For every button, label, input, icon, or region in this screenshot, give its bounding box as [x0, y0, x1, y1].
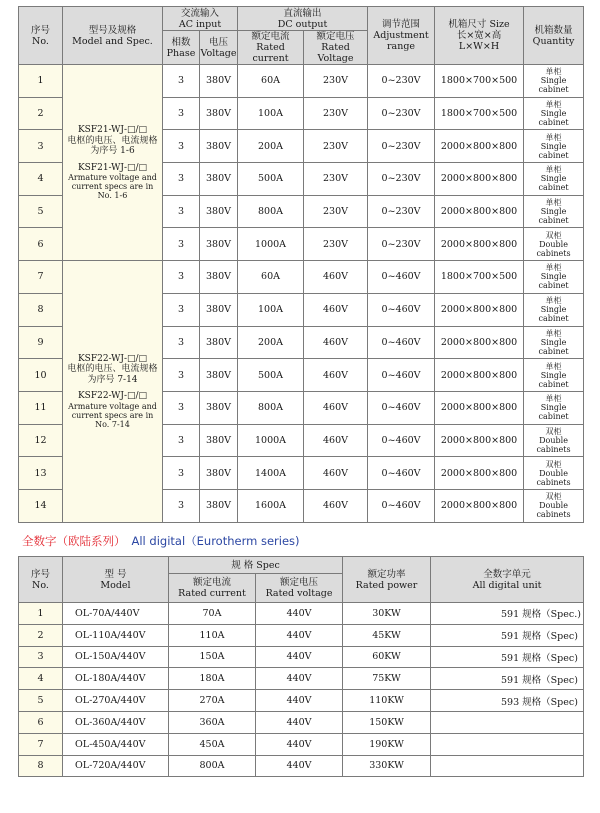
cell-phase: 3: [163, 457, 200, 490]
qty-en: Single: [540, 76, 567, 86]
row-no: 3: [19, 646, 63, 668]
cell-current: 800A: [169, 755, 256, 777]
model-code: KSF22-WJ-□/□: [77, 391, 148, 402]
cell-voltage: 380V: [200, 65, 238, 98]
qty-en: Single: [540, 305, 567, 315]
qty-zh: 双柜: [545, 459, 562, 469]
cell-model: OL-450A/440V: [63, 733, 169, 755]
cell-power: 110KW: [343, 690, 431, 712]
cell-voltage: 380V: [200, 424, 238, 457]
cell-model: OL-70A/440V: [63, 603, 169, 625]
cell-unit: 591 规格（Spec): [431, 624, 584, 646]
cell-dcv: 460V: [304, 489, 368, 522]
cell-voltage: 380V: [200, 359, 238, 392]
cell-voltage: 380V: [200, 163, 238, 196]
header2-current: 额定电流 Rated current: [169, 574, 256, 603]
qty-zh: 单柜: [545, 100, 562, 110]
qty-en: Single: [540, 141, 567, 151]
qty-en2: cabinet: [538, 281, 569, 291]
cell-current: 800A: [238, 391, 304, 424]
cell-phase: 3: [163, 130, 200, 163]
cell-voltage: 440V: [256, 624, 343, 646]
cell-current: 1000A: [238, 424, 304, 457]
cell-phase: 3: [163, 293, 200, 326]
cell-phase: 3: [163, 326, 200, 359]
qty-zh: 单柜: [545, 394, 562, 404]
header2-no: 序号 No.: [19, 557, 63, 603]
cell-voltage: 380V: [200, 489, 238, 522]
cell-quantity: [524, 195, 584, 228]
table-row: [19, 261, 584, 294]
qty-en2: cabinet: [538, 183, 569, 193]
cell-voltage: 440V: [256, 690, 343, 712]
cell-phase: 3: [163, 489, 200, 522]
cell-quantity: [524, 359, 584, 392]
qty-en2: cabinet: [538, 314, 569, 324]
row-no: 8: [19, 293, 63, 326]
cell-voltage: 380V: [200, 130, 238, 163]
header-rated-current: 额定电流 Rated current: [238, 31, 304, 65]
cell-voltage: 380V: [200, 457, 238, 490]
section-title-zh: 全数字（欧陆系列）: [22, 534, 126, 548]
cell-size: 2000×800×800: [435, 391, 524, 424]
row-no: 9: [19, 326, 63, 359]
cell-quantity: [524, 130, 584, 163]
cell-current: 500A: [238, 359, 304, 392]
qty-zh: 单柜: [545, 132, 562, 142]
cell-quantity: [524, 391, 584, 424]
qty-en: Double: [539, 239, 568, 249]
cell-current: 200A: [238, 326, 304, 359]
cell-range: 0~230V: [368, 163, 435, 196]
table-row: [19, 668, 584, 690]
cell-range: 0~230V: [368, 130, 435, 163]
cell-phase: 3: [163, 424, 200, 457]
table-row: [19, 711, 584, 733]
cell-model: OL-150A/440V: [63, 646, 169, 668]
cell-quantity: [524, 326, 584, 359]
table-row: [19, 733, 584, 755]
qty-en: Double: [539, 468, 568, 478]
qty-zh: 双柜: [545, 230, 562, 240]
cell-unit: [431, 755, 584, 777]
qty-zh: 单柜: [545, 263, 562, 273]
qty-en2: cabinet: [538, 346, 569, 356]
cell-size: 2000×800×800: [435, 195, 524, 228]
cell-phase: 3: [163, 261, 200, 294]
cell-dcv: 230V: [304, 97, 368, 130]
qty-en2: cabinet: [538, 412, 569, 422]
cell-phase: 3: [163, 195, 200, 228]
row-no: 6: [19, 711, 63, 733]
qty-en2: cabinet: [538, 379, 569, 389]
cell-current: 100A: [238, 97, 304, 130]
row-no: 3: [19, 130, 63, 163]
cell-power: 330KW: [343, 755, 431, 777]
cell-voltage: 380V: [200, 326, 238, 359]
cell-current: 60A: [238, 261, 304, 294]
table-row: [19, 690, 584, 712]
cell-size: 2000×800×800: [435, 228, 524, 261]
model-code: KSF22-WJ-□/□: [77, 353, 148, 364]
cell-range: 0~460V: [368, 489, 435, 522]
qty-en: Double: [539, 501, 568, 511]
row-no: 1: [19, 603, 63, 625]
cell-power: 30KW: [343, 603, 431, 625]
cell-voltage: 380V: [200, 97, 238, 130]
model-desc-zh: 电枢的电压、电流规格为序号 1-6: [67, 135, 158, 157]
cell-size: 2000×800×800: [435, 293, 524, 326]
cell-quantity: [524, 424, 584, 457]
qty-en2: cabinet: [538, 85, 569, 95]
qty-en2: cabinets: [536, 444, 571, 454]
cell-range: 0~460V: [368, 261, 435, 294]
cell-range: 0~230V: [368, 228, 435, 261]
qty-en: Single: [540, 109, 567, 119]
cell-dcv: 460V: [304, 391, 368, 424]
cell-voltage: 380V: [200, 228, 238, 261]
row-no: 11: [19, 391, 63, 424]
cell-current: 180A: [169, 668, 256, 690]
cell-voltage: 380V: [200, 195, 238, 228]
cell-phase: 3: [163, 359, 200, 392]
qty-en: Double: [539, 435, 568, 445]
table-row: [19, 646, 584, 668]
cell-range: 0~460V: [368, 326, 435, 359]
header-ac-input: 交流输入 AC input: [163, 7, 238, 31]
cell-size: 2000×800×800: [435, 489, 524, 522]
row-no: 4: [19, 163, 63, 196]
header-model: 型号及规格 Model and Spec.: [63, 7, 163, 65]
cell-range: 0~230V: [368, 97, 435, 130]
cell-unit: 591 规格（Spec): [431, 668, 584, 690]
cell-current: 360A: [169, 711, 256, 733]
row-no: 13: [19, 457, 63, 490]
cell-size: 2000×800×800: [435, 359, 524, 392]
qty-zh: 双柜: [545, 426, 562, 436]
model-spec-group: [63, 261, 163, 523]
cell-size: 2000×800×800: [435, 457, 524, 490]
qty-zh: 单柜: [545, 296, 562, 306]
cell-dcv: 230V: [304, 130, 368, 163]
qty-zh: 单柜: [545, 67, 562, 77]
qty-zh: 单柜: [545, 198, 562, 208]
header2-power: 额定功率 Rated power: [343, 557, 431, 603]
cell-model: OL-110A/440V: [63, 624, 169, 646]
header-quantity: 机箱数量 Quantity: [524, 7, 584, 65]
cell-current: 450A: [169, 733, 256, 755]
cell-dcv: 230V: [304, 163, 368, 196]
qty-zh: 单柜: [545, 328, 562, 338]
section-title-en: All digital（Eurotherm series): [131, 534, 300, 548]
cell-range: 0~230V: [368, 195, 435, 228]
qty-zh: 单柜: [545, 165, 562, 175]
spec-table-analog: [18, 6, 584, 523]
cell-voltage: 380V: [200, 391, 238, 424]
row-no: 7: [19, 261, 63, 294]
cell-current: 150A: [169, 646, 256, 668]
cell-quantity: [524, 457, 584, 490]
cell-size: 2000×800×800: [435, 163, 524, 196]
header-voltage: 电压 Voltage: [200, 31, 238, 65]
header-phase: 相数 Phase: [163, 31, 200, 65]
cell-voltage: 380V: [200, 293, 238, 326]
row-no: 2: [19, 97, 63, 130]
cell-current: 70A: [169, 603, 256, 625]
cell-phase: 3: [163, 163, 200, 196]
model-code: KSF21-WJ-□/□: [77, 125, 148, 136]
qty-en: Single: [540, 403, 567, 413]
header2-spec: 规 格 Spec: [169, 557, 343, 574]
cell-current: 200A: [238, 130, 304, 163]
cell-model: OL-720A/440V: [63, 755, 169, 777]
header2-model: 型 号 Model: [63, 557, 169, 603]
qty-en: Single: [540, 174, 567, 184]
cell-voltage: 440V: [256, 711, 343, 733]
cell-current: 1600A: [238, 489, 304, 522]
cell-voltage: 440V: [256, 668, 343, 690]
cell-current: 800A: [238, 195, 304, 228]
cell-model: OL-270A/440V: [63, 690, 169, 712]
cell-current: 100A: [238, 293, 304, 326]
cell-quantity: [524, 261, 584, 294]
qty-en: Single: [540, 337, 567, 347]
row-no: 10: [19, 359, 63, 392]
qty-zh: 双柜: [545, 492, 562, 502]
cell-dcv: 460V: [304, 424, 368, 457]
row-no: 2: [19, 624, 63, 646]
cell-phase: 3: [163, 97, 200, 130]
cell-size: 2000×800×800: [435, 424, 524, 457]
table-row: [19, 603, 584, 625]
spec-table-digital: [18, 556, 584, 777]
header-size: 机箱尺寸 Size 长×宽×高 L×W×H: [435, 7, 524, 65]
cell-current: 500A: [238, 163, 304, 196]
qty-en2: cabinets: [536, 248, 571, 258]
cell-phase: 3: [163, 65, 200, 98]
section-title: [22, 533, 300, 549]
cell-range: 0~460V: [368, 293, 435, 326]
cell-range: 0~460V: [368, 391, 435, 424]
cell-unit: [431, 711, 584, 733]
model-code: KSF21-WJ-□/□: [77, 162, 148, 173]
table-row: [19, 65, 584, 98]
cell-range: 0~460V: [368, 359, 435, 392]
cell-dcv: 230V: [304, 228, 368, 261]
cell-dcv: 460V: [304, 359, 368, 392]
cell-unit: 591 规格（Spec): [431, 646, 584, 668]
cell-dcv: 230V: [304, 195, 368, 228]
cell-current: 60A: [238, 65, 304, 98]
cell-voltage: 440V: [256, 603, 343, 625]
row-no: 6: [19, 228, 63, 261]
cell-quantity: [524, 228, 584, 261]
cell-voltage: 440V: [256, 646, 343, 668]
header-adjustment: 调节范围 Adjustment range: [368, 7, 435, 65]
header-dc-output: 直流输出 DC output: [238, 7, 368, 31]
row-no: 4: [19, 668, 63, 690]
model-desc-zh: 电枢的电压、电流规格为序号 7-14: [67, 364, 158, 385]
cell-phase: 3: [163, 391, 200, 424]
cell-quantity: [524, 489, 584, 522]
header2-voltage: 额定电压 Rated voltage: [256, 574, 343, 603]
cell-phase: 3: [163, 228, 200, 261]
row-no: 5: [19, 690, 63, 712]
cell-voltage: 440V: [256, 733, 343, 755]
cell-range: 0~230V: [368, 65, 435, 98]
header2-unit: 全数字单元 All digital unit: [431, 557, 584, 603]
cell-model: OL-180A/440V: [63, 668, 169, 690]
qty-en: Single: [540, 370, 567, 380]
qty-en: Single: [540, 272, 567, 282]
cell-size: 2000×800×800: [435, 326, 524, 359]
table-row: [19, 624, 584, 646]
cell-power: 150KW: [343, 711, 431, 733]
cell-current: 1000A: [238, 228, 304, 261]
cell-power: 60KW: [343, 646, 431, 668]
qty-en2: cabinet: [538, 118, 569, 128]
cell-dcv: 460V: [304, 326, 368, 359]
cell-dcv: 460V: [304, 261, 368, 294]
cell-range: 0~460V: [368, 424, 435, 457]
cell-power: 190KW: [343, 733, 431, 755]
row-no: 12: [19, 424, 63, 457]
row-no: 14: [19, 489, 63, 522]
qty-en2: cabinet: [538, 216, 569, 226]
row-no: 7: [19, 733, 63, 755]
header-no: 序号 No.: [19, 7, 63, 65]
cell-size: 1800×700×500: [435, 65, 524, 98]
cell-power: 45KW: [343, 624, 431, 646]
cell-model: OL-360A/440V: [63, 711, 169, 733]
header-rated-voltage: 额定电压 Rated Voltage: [304, 31, 368, 65]
cell-current: 270A: [169, 690, 256, 712]
cell-unit: 591 规格（Spec.): [431, 603, 584, 625]
cell-voltage: 380V: [200, 261, 238, 294]
qty-zh: 单柜: [545, 361, 562, 371]
table-row: [19, 755, 584, 777]
cell-dcv: 460V: [304, 293, 368, 326]
cell-dcv: 230V: [304, 65, 368, 98]
row-no: 8: [19, 755, 63, 777]
model-desc-en: Armature voltage and current specs are in No. 1-6: [68, 173, 157, 201]
row-no: 5: [19, 195, 63, 228]
cell-size: 2000×800×800: [435, 130, 524, 163]
cell-power: 75KW: [343, 668, 431, 690]
row-no: 1: [19, 65, 63, 98]
qty-en2: cabinets: [536, 510, 571, 520]
cell-unit: [431, 733, 584, 755]
cell-size: 1800×700×500: [435, 97, 524, 130]
model-spec-group: [63, 65, 163, 261]
cell-quantity: [524, 293, 584, 326]
cell-quantity: [524, 97, 584, 130]
qty-en2: cabinet: [538, 150, 569, 160]
cell-unit: 593 规格（Spec): [431, 690, 584, 712]
qty-en: Single: [540, 207, 567, 217]
cell-voltage: 440V: [256, 755, 343, 777]
cell-dcv: 460V: [304, 457, 368, 490]
cell-current: 110A: [169, 624, 256, 646]
qty-en2: cabinets: [536, 477, 571, 487]
cell-quantity: [524, 65, 584, 98]
cell-range: 0~460V: [368, 457, 435, 490]
model-desc-en: Armature voltage and current specs are in No. 7-14: [68, 401, 157, 429]
cell-quantity: [524, 163, 584, 196]
cell-size: 1800×700×500: [435, 261, 524, 294]
cell-current: 1400A: [238, 457, 304, 490]
